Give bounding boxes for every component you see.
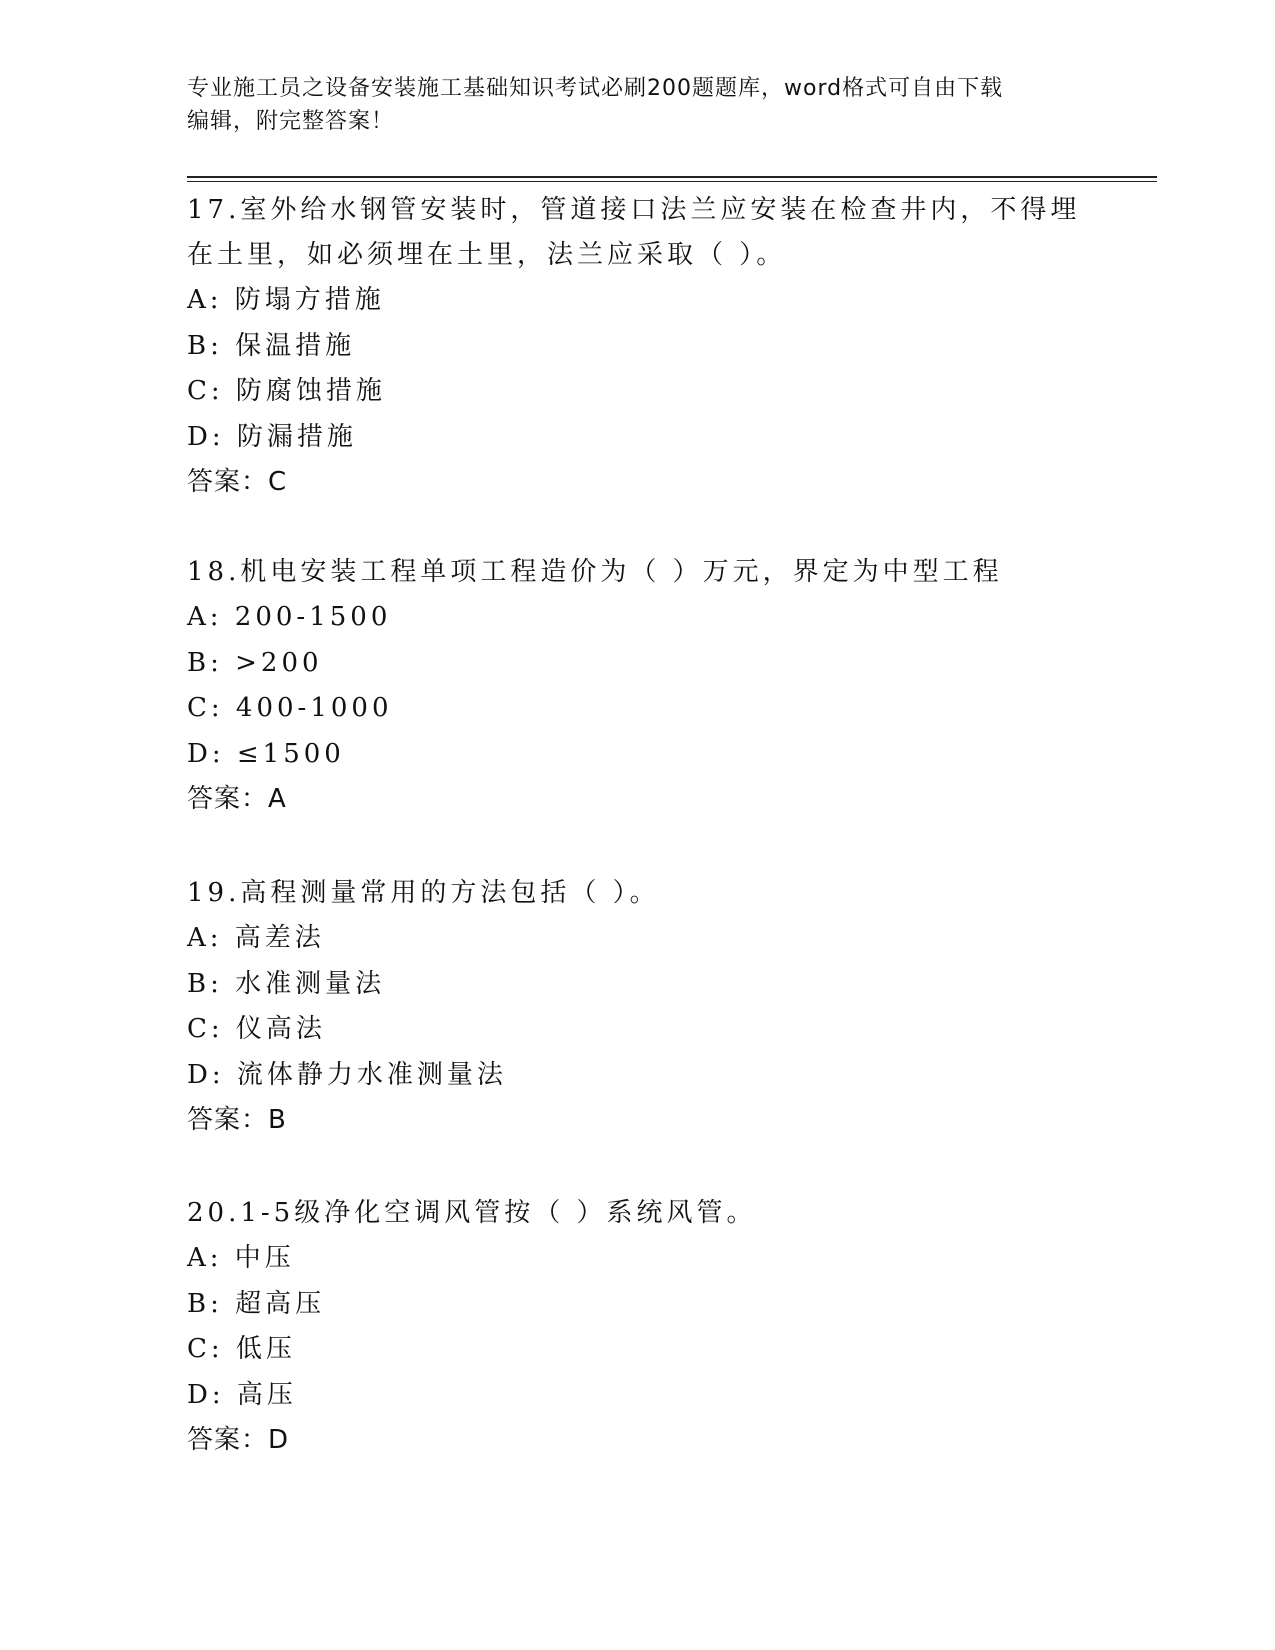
header-divider-thick [187,176,1157,178]
answer-line: 答案：B [187,1105,287,1135]
option-a: A: 中压 [187,1243,295,1273]
question-17 [187,188,1087,505]
option-b: B: 保温措施 [187,330,356,361]
option-d: D: 流体静力水准测量法 [187,1059,507,1090]
option-b: B: 超高压 [187,1288,326,1319]
header-line-1: 专业施工员之设备安装施工基础知识考试必刷200题题库，word格式可自由下载 [187,76,1004,101]
question-stem: 20.1-5级净化空调风管按（ ）系统风管。 [187,1198,757,1228]
question-18 [187,550,1087,822]
option-c: C: 仪高法 [187,1014,326,1044]
option-a: A: 防塌方措施 [187,285,385,315]
option-c: C: 防腐蚀措施 [187,376,386,406]
option-b: B: 水准测量法 [187,968,386,999]
answer-line: 答案：D [187,1425,290,1455]
answer-line: 答案：A [187,784,287,814]
option-c: C: 400-1000 [187,693,393,723]
option-b: B: >200 [187,647,323,678]
option-a: A: 高差法 [187,923,325,953]
option-d: D: ≤1500 [187,738,345,769]
answer-line: 答案：C [187,467,288,497]
question-stem: 18.机电安装工程单项工程造价为（ ）万元，界定为中型工程 [187,557,1003,587]
header-line-2: 编辑，附完整答案！ [187,109,395,134]
question-20 [187,1191,1087,1463]
option-c: C: 低压 [187,1334,296,1364]
document-header [187,72,1067,138]
question-stem: 19.高程测量常用的方法包括（ ）。 [187,878,660,908]
question-stem: 17.室外给水钢管安装时，管道接口法兰应安装在检查井内，不得埋在土里，如必须埋在土里，法兰应采取（ ）。 [187,195,1081,270]
question-19 [187,871,1087,1143]
option-d: D: 高压 [187,1379,297,1410]
option-d: D: 防漏措施 [187,421,357,452]
header-divider-thin [187,181,1157,182]
option-a: A: 200-1500 [187,602,392,632]
